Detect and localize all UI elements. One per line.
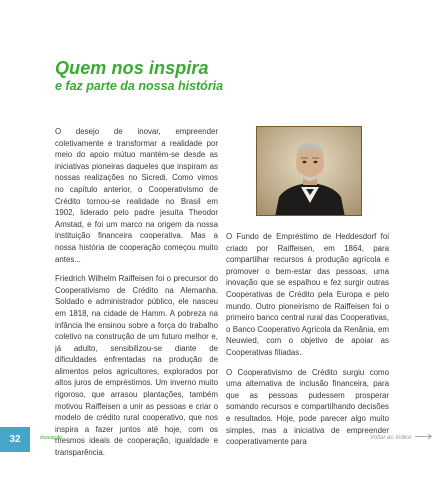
paragraph-intro: O desejo de inovar, empreender coletivamente e transformar a realidade por meio do apoio mútuo mantém-se desde as iniciativas pioneiras daqueles que inspiram as nossas realizações no Sicredi. Como vimos no capítulo anterior, o Cooperativismo de Crédito tornou-se realidade no Brasil em 1902, liderado pelo padre jesuíta Theodor Amstad, e foi um marco na origem da nossa instituição financeira cooperativa. Mas a nossa história de cooperação começou muito antes...	[55, 127, 218, 264]
page-number-badge: 32	[0, 427, 30, 452]
left-column	[55, 126, 218, 467]
paragraph-raiffeisen: Friedrich Wilhelm Raiffeisen foi o precursor do Cooperativismo de Crédito na Alemanha. Soldado e administrador público, ele nasceu em 1818, na cidade de Hamm. A pobreza na infância lhe ensinou sobre a força do trabalho coletivo na construção de um futuro melhor e, já adulto, sensibilizou-se diante de dificuldades enfrentadas na produção de alimentos pelos agricultores, explorados por altos juros de empréstimos. Um inverno muito rigoroso, que arrasou plantações, também motivou Raiffeisen a unir as pessoas e criar o modelo de crédito rural cooperativo, que nos inspira a fazer juntos até hoje, com os mesmos ideais de cooperação, igualdade e transparência.	[55, 274, 218, 458]
right-column	[226, 231, 389, 456]
raiffeisen-portrait	[256, 126, 362, 216]
paragraph-inclusion: O Cooperativismo de Crédito surgiu como uma alternativa de inclusão financeira, para que as pessoas pudessem prosperar somando recursos e compartilhando decisões e resultados. Hoje, pode parecer algo muito simples, mas a iniciativa de empreender cooperativamente para	[226, 367, 389, 447]
arrow-right-icon	[415, 433, 433, 442]
section-label: Inovação	[40, 435, 63, 441]
back-to-index-label: Voltar ao índice	[370, 434, 412, 441]
back-to-index-link[interactable]	[370, 433, 433, 442]
portrait-illustration	[257, 127, 362, 216]
page-subtitle: e faz parte da nossa história	[55, 79, 224, 93]
page-title: Quem nos inspira	[55, 58, 209, 78]
paragraph-heddesdorf: O Fundo de Empréstimo de Heddesdorf foi criado por Raiffeisen, em 1864, para compartilhar recursos à produção agrícola e promover o bem-estar das pessoas, uma inovação que se espalhou e fez surgir outras Cooperativas de Crédito pela Europa e pelo mundo. Outro pioneirismo de Raiffeisen foi o primeiro banco central rural das Cooperativas, o Banco Cooperativo Agrícola da Renânia, em Neuwied, com o objetivo de apoiar as Cooperativas filiadas.	[226, 232, 389, 357]
